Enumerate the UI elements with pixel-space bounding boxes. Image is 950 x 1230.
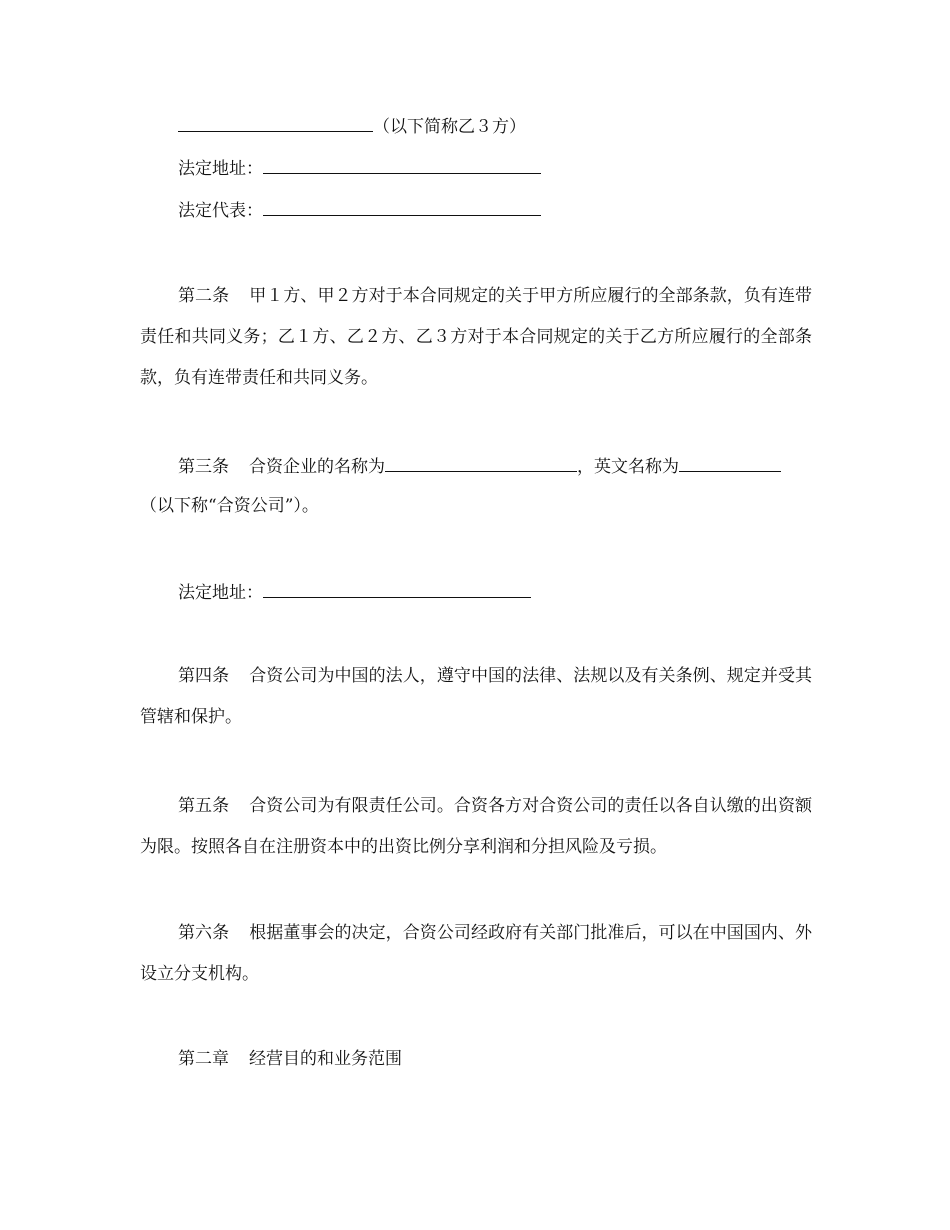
article-6-number: 第六条 [178,923,230,943]
article-5 [140,786,812,868]
legal-address-blank[interactable] [263,156,541,174]
article-6-text: 根据董事会的决定，合资公司经政府有关部门批准后，可以在中国国内、外设立分支机构。 [140,923,813,984]
chapter-2-title: 经营目的和业务范围 [249,1049,402,1069]
legal-rep-label: 法定代表： [178,201,263,221]
article-3-number: 第三条 [178,457,229,477]
article-2-number: 第二条 [178,286,230,306]
jv-legal-address-line [178,580,531,602]
legal-address-label: 法定地址： [178,159,263,179]
jv-english-name-blank[interactable] [679,454,781,472]
party-b3-suffix: （以下简称乙３方） [373,117,526,137]
article-3-line-2 [140,495,319,517]
jv-legal-address-label: 法定地址： [178,583,263,603]
article-5-number: 第五条 [178,796,230,816]
chapter-2-number: 第二章 [178,1049,229,1069]
legal-address-line [178,156,541,178]
party-b3-name-blank[interactable] [178,114,373,132]
article-3-text-a: 合资企业的名称为 [249,457,385,477]
article-2-text: 甲１方、甲２方对于本合同规定的关于甲方所应履行的全部条款，负有连带责任和共同义务；乙１方、乙２方、乙３方对于本合同规定的关于乙方所应履行的全部条款，负有连带责任和共同义务。 [140,286,813,388]
article-3-line-1 [178,454,781,476]
party-b3-line [178,114,526,136]
article-3-text-c: （以下称“合资公司”）。 [140,496,319,516]
article-5-text: 合资公司为有限责任公司。合资各方对合资公司的责任以各自认缴的出资额为限。按照各自在注册资本中的出资比例分享利润和分担风险及亏损。 [140,796,813,857]
legal-rep-blank[interactable] [263,198,541,216]
article-2 [140,276,812,399]
article-3-text-b: ，英文名称为 [577,457,679,477]
article-4 [140,656,812,738]
jv-legal-address-blank[interactable] [263,580,531,598]
chapter-2-heading [178,1048,402,1070]
article-6 [140,913,812,995]
article-4-text: 合资公司为中国的法人，遵守中国的法律、法规以及有关条例、规定并受其管辖和保护。 [140,666,813,727]
legal-rep-line [178,198,541,220]
jv-name-blank[interactable] [385,454,577,472]
article-4-number: 第四条 [178,666,230,686]
